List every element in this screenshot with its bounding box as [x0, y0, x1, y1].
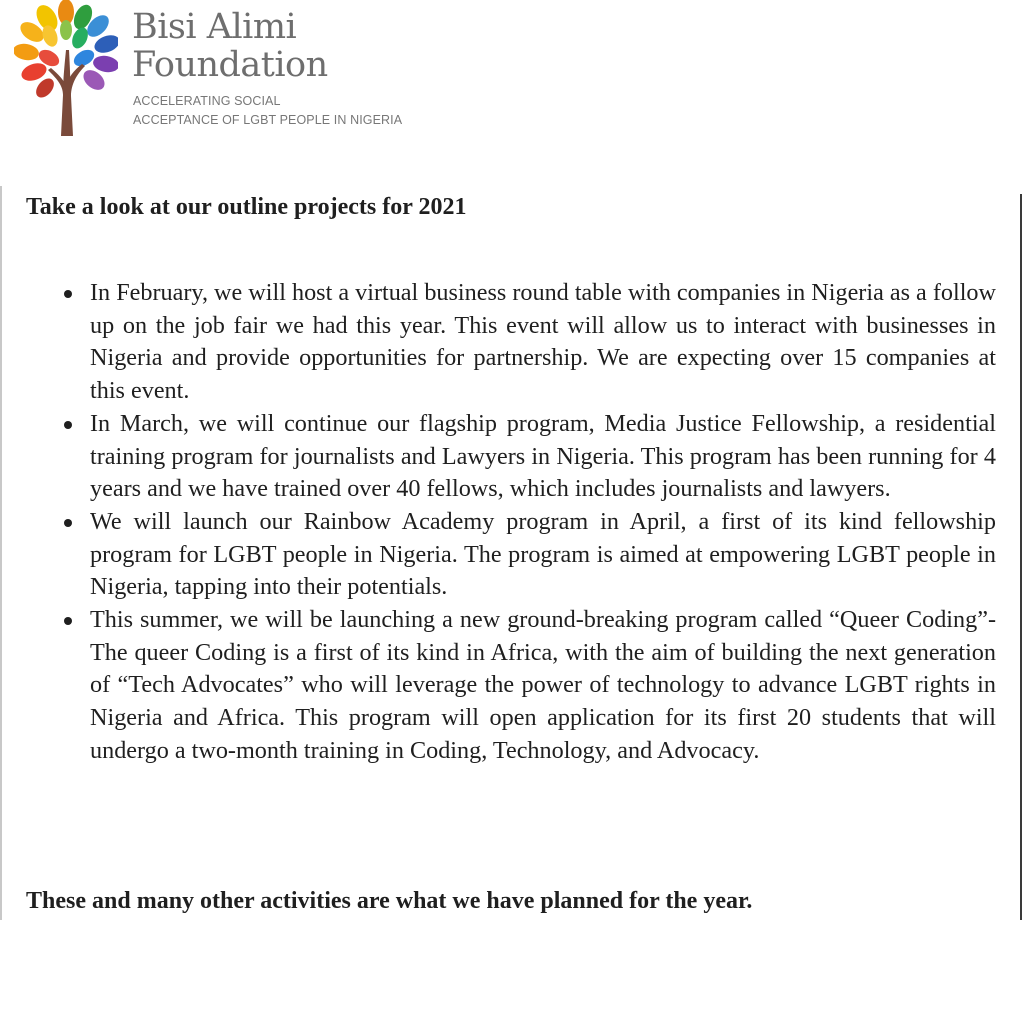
- project-text: In February, we will host a virtual business round table with companies in Nigeria as a follow up on the job fair we had this year. This event will allow us to interact with businesses in Nigeria and provide opportunities for partnership. We are expecting over 15 companies at this event.: [90, 279, 996, 405]
- project-item-february: [90, 277, 996, 408]
- document-footer: These and many other activities are what we have planned for the year.: [26, 888, 753, 914]
- document-panel: [0, 186, 1024, 920]
- document-title: Take a look at our outline projects for 2021: [26, 194, 467, 220]
- logo-tagline-line1: ACCELERATING SOCIAL: [133, 94, 281, 108]
- project-item-april: [90, 506, 996, 604]
- foundation-logo: [14, 0, 434, 140]
- project-item-summer: [90, 604, 996, 768]
- bullet-icon: [64, 519, 72, 527]
- bullet-icon: [64, 290, 72, 298]
- project-text: This summer, we will be launching a new ground-breaking program called “Queer Coding”- The queer Coding is a first of its kind in Africa, with the aim of building the next generation of “Tech Advocates” who will leverage the power of technology to advance LGBT rights in Nigeria and Africa. This program will open application for its first 20 students that will undergo a two-month training in Coding, Technology, and Advocacy.: [90, 606, 996, 764]
- project-item-march: [90, 408, 996, 506]
- logo-name-line2: Foundation: [132, 45, 328, 85]
- logo-tagline: [133, 92, 402, 130]
- project-text: We will launch our Rainbow Academy program in April, a first of its kind fellowship program for LGBT people in Nigeria. The program is aimed at empowering LGBT people in Nigeria, tapping into their potentials.: [90, 507, 996, 601]
- document-right-border: [1020, 194, 1022, 920]
- project-list: [0, 277, 996, 768]
- logo-name: [132, 8, 328, 84]
- logo-name-line1: Bisi Alimi: [132, 7, 297, 47]
- rainbow-tree-icon: [14, 0, 118, 136]
- logo-tagline-line2: ACCEPTANCE OF LGBT PEOPLE IN NIGERIA: [133, 113, 403, 127]
- bullet-icon: [64, 617, 72, 625]
- bullet-icon: [64, 421, 72, 429]
- project-text: In March, we will continue our flagship program, Media Justice Fellowship, a residential training program for journalists and Lawyers in Nigeria. This program has been running for 4 years and we have trained over 40 fellows, which includes journalists and lawyers.: [90, 409, 996, 503]
